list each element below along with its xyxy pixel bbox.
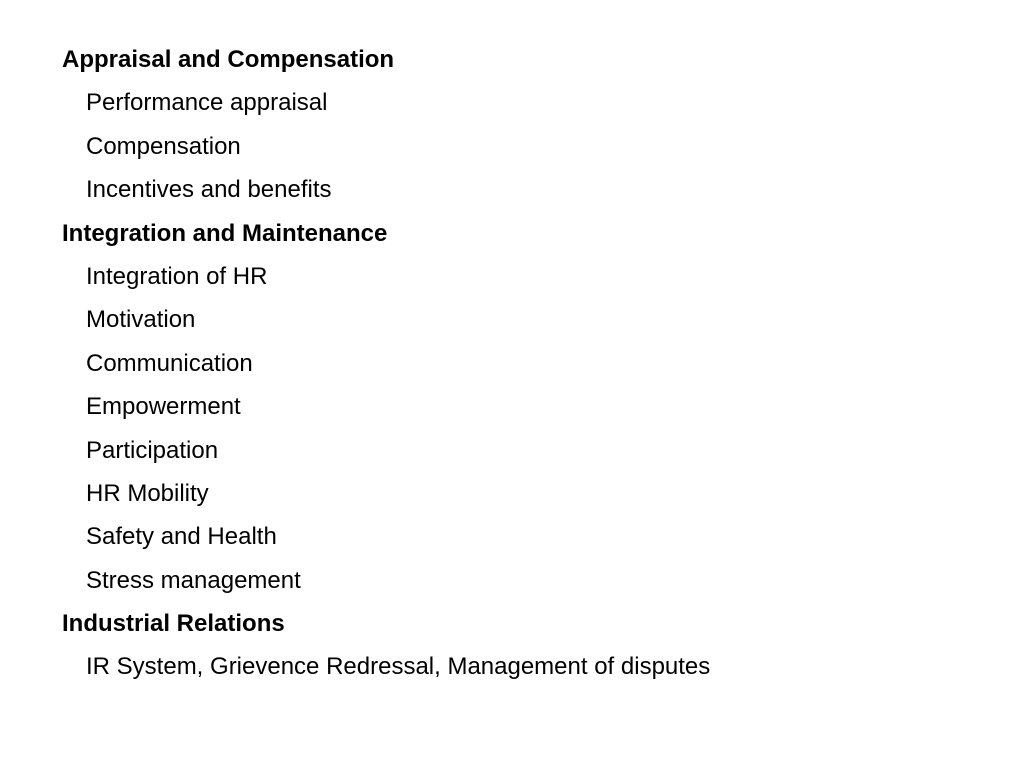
- list-item: Performance appraisal: [86, 89, 328, 117]
- topic-outline: [62, 38, 982, 689]
- list-item: Integration of HR: [86, 262, 268, 290]
- section-heading-integration-maintenance: Integration and Maintenance: [62, 219, 388, 247]
- list-item: Incentives and benefits: [86, 176, 332, 204]
- list-item: Stress management: [86, 566, 301, 594]
- list-item: Safety and Health: [86, 523, 277, 551]
- list-item: Compensation: [86, 132, 241, 160]
- list-item: Empowerment: [86, 393, 241, 421]
- list-item: Motivation: [86, 306, 196, 334]
- list-item: IR System, Grievence Redressal, Management of disputes: [86, 653, 711, 681]
- list-item: Communication: [86, 349, 253, 377]
- section-heading-appraisal-compensation: Appraisal and Compensation: [62, 46, 395, 73]
- section-heading-industrial-relations: Industrial Relations: [62, 610, 285, 638]
- list-item: Participation: [86, 436, 219, 464]
- list-item: HR Mobility: [86, 479, 209, 507]
